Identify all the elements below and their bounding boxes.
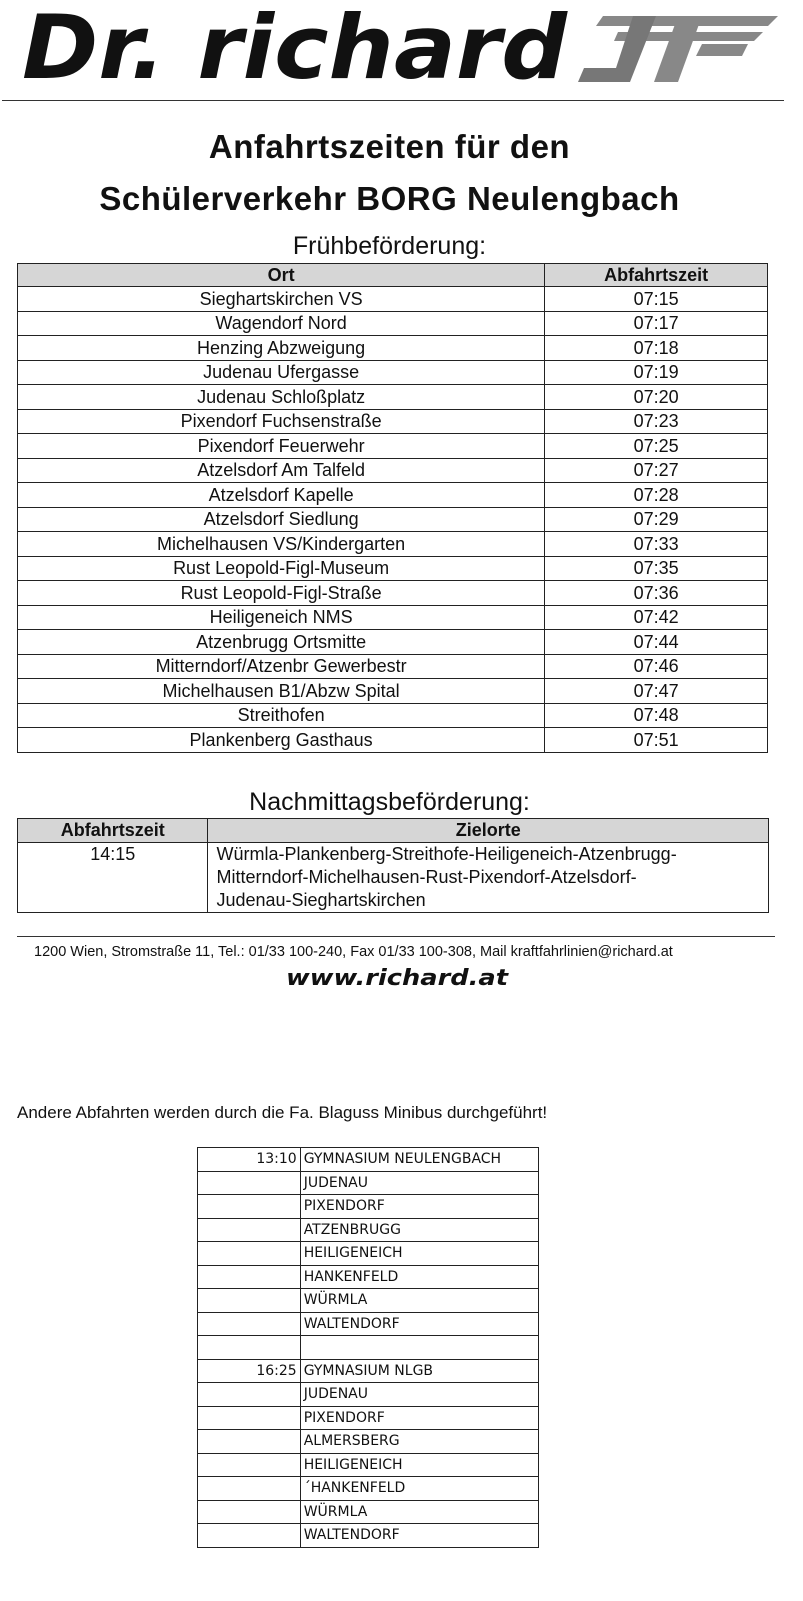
table-row [198,1359,539,1383]
departure-time: 07:27 [545,458,768,483]
website-text: www.richard.at [286,966,510,991]
table-row [18,532,768,557]
departure-time: 07:25 [545,434,768,459]
departure-time: 07:23 [545,409,768,434]
stop-name: Rust Leopold-Figl-Straße [18,581,545,606]
minibus-stop: GYMNASIUM NEULENGBACH [300,1148,538,1172]
stop-name: Rust Leopold-Figl-Museum [18,556,545,581]
destination-line: Mitterndorf-Michelhausen-Rust-Pixendorf-Atzelsdorf- [216,867,637,887]
stop-name: Atzelsdorf Am Talfeld [18,458,545,483]
logo-jr-mark [578,16,778,82]
minibus-stop: WALTENDORF [300,1312,538,1336]
departure-time: 07:33 [545,532,768,557]
minibus-time [198,1383,301,1407]
minibus-stop: PIXENDORF [300,1406,538,1430]
departure-time: 07:17 [545,311,768,336]
stop-name: Judenau Ufergasse [18,360,545,385]
table-row [18,703,768,728]
table-row [18,507,768,532]
table-row [18,605,768,630]
page-title-line1: Anfahrtszeiten für den [208,128,571,165]
table-row [198,1148,539,1172]
logo-graphic [18,4,778,90]
departure-time: 07:15 [545,287,768,312]
minibus-time [198,1500,301,1524]
table-row [198,1430,539,1454]
minibus-time [198,1406,301,1430]
minibus-stop: WÜRMLA [300,1500,538,1524]
departure-time: 07:46 [545,654,768,679]
column-header-time: Abfahrtszeit [18,819,208,843]
destination-line: Würmla-Plankenberg-Streithofe-Heiligeneich-Atzenbrugg- [216,844,677,864]
departure-time: 07:19 [545,360,768,385]
afternoon-heading: Nachmittagsbeförderung: [249,788,530,816]
departure-time: 07:48 [545,703,768,728]
minibus-stop: HEILIGENEICH [300,1242,538,1266]
table-row [18,385,768,410]
table-row [18,630,768,655]
departure-time: 07:28 [545,483,768,508]
table-row [18,556,768,581]
stop-name: Plankenberg Gasthaus [18,728,545,753]
table-row [18,679,768,704]
footer-divider [17,936,775,937]
minibus-time [198,1218,301,1242]
table-row [18,409,768,434]
minibus-stop: PIXENDORF [300,1195,538,1219]
table-row [18,654,768,679]
minibus-time [198,1289,301,1313]
minibus-time [198,1336,301,1360]
stop-name: Mitterndorf/Atzenbr Gewerbestr [18,654,545,679]
minibus-stop: HANKENFELD [300,1265,538,1289]
column-header-place: Ort [18,264,545,287]
departure-time: 07:51 [545,728,768,753]
minibus-stop: WALTENDORF [300,1524,538,1548]
page-title-line2: Schülerverkehr BORG Neulengbach [99,180,680,217]
afternoon-schedule-table [17,818,769,913]
minibus-stop: WÜRMLA [300,1289,538,1313]
minibus-stop: HEILIGENEICH [300,1453,538,1477]
minibus-time [198,1453,301,1477]
stop-name: Michelhausen B1/Abzw Spital [18,679,545,704]
departure-time: 07:35 [545,556,768,581]
table-row [198,1265,539,1289]
table-row [198,1524,539,1548]
table-row [198,1383,539,1407]
departure-time: 07:18 [545,336,768,361]
minibus-time [198,1430,301,1454]
stop-name: Atzelsdorf Siedlung [18,507,545,532]
minibus-time [198,1312,301,1336]
minibus-time: 13:10 [198,1148,301,1172]
departure-time: 07:47 [545,679,768,704]
stop-name: Henzing Abzweigung [18,336,545,361]
table-row [18,458,768,483]
minibus-time [198,1171,301,1195]
table-row [198,1242,539,1266]
minibus-stop: ALMERSBERG [300,1430,538,1454]
destinations-cell [208,843,769,913]
table-row [198,1218,539,1242]
table-row [198,1500,539,1524]
header-divider [2,100,784,101]
departure-time: 14:15 [18,843,208,913]
table-row [198,1453,539,1477]
minibus-time: 16:25 [198,1359,301,1383]
table-row [18,581,768,606]
minibus-schedule-table [197,1147,539,1548]
table-row [18,336,768,361]
stop-name: Judenau Schloßplatz [18,385,545,410]
stop-name: Sieghartskirchen VS [18,287,545,312]
departure-time: 07:36 [545,581,768,606]
stop-name: Heiligeneich NMS [18,605,545,630]
table-row [198,1312,539,1336]
table-row [18,311,768,336]
table-row [198,1477,539,1501]
stop-name: Streithofen [18,703,545,728]
table-row [198,1289,539,1313]
website-link[interactable] [284,962,524,992]
table-row [18,843,769,913]
table-row [18,483,768,508]
column-header-destinations: Zielorte [208,819,769,843]
table-row [198,1171,539,1195]
minibus-stop [300,1336,538,1360]
table-row [198,1195,539,1219]
stop-name: Pixendorf Fuchsenstraße [18,409,545,434]
stop-name: Michelhausen VS/Kindergarten [18,532,545,557]
table-row [198,1406,539,1430]
minibus-time [198,1195,301,1219]
stop-name: Atzenbrugg Ortsmitte [18,630,545,655]
departure-time: 07:44 [545,630,768,655]
departure-time: 07:20 [545,385,768,410]
minibus-stop: ATZENBRUGG [300,1218,538,1242]
minibus-time [198,1477,301,1501]
departure-time: 07:42 [545,605,768,630]
minibus-stop: JUDENAU [300,1383,538,1407]
column-header-time: Abfahrtszeit [545,264,768,287]
table-row [18,360,768,385]
table-row [18,434,768,459]
stop-name: Wagendorf Nord [18,311,545,336]
destination-line: Judenau-Sieghartskirchen [216,890,426,910]
company-address: 1200 Wien, Stromstraße 11, Tel.: 01/33 100-240, Fax 01/33 100-308, Mail kraftfahrlinien@richard.at [34,944,673,960]
departure-time: 07:29 [545,507,768,532]
table-row [18,287,768,312]
company-logo [18,4,778,90]
morning-heading: Frühbeförderung: [292,232,487,260]
stop-name: Atzelsdorf Kapelle [18,483,545,508]
stop-name: Pixendorf Feuerwehr [18,434,545,459]
table-row [198,1336,539,1360]
minibus-stop: ´HANKENFELD [300,1477,538,1501]
minibus-note: Andere Abfahrten werden durch die Fa. Blaguss Minibus durchgeführt! [17,1103,548,1122]
table-header-row [18,264,768,287]
logo-wordmark: Dr. richard [22,4,569,90]
table-row [18,728,768,753]
minibus-time [198,1265,301,1289]
minibus-stop: JUDENAU [300,1171,538,1195]
minibus-time [198,1524,301,1548]
morning-schedule-table [17,263,768,753]
minibus-stop: GYMNASIUM NLGB [300,1359,538,1383]
table-header-row [18,819,769,843]
minibus-time [198,1242,301,1266]
